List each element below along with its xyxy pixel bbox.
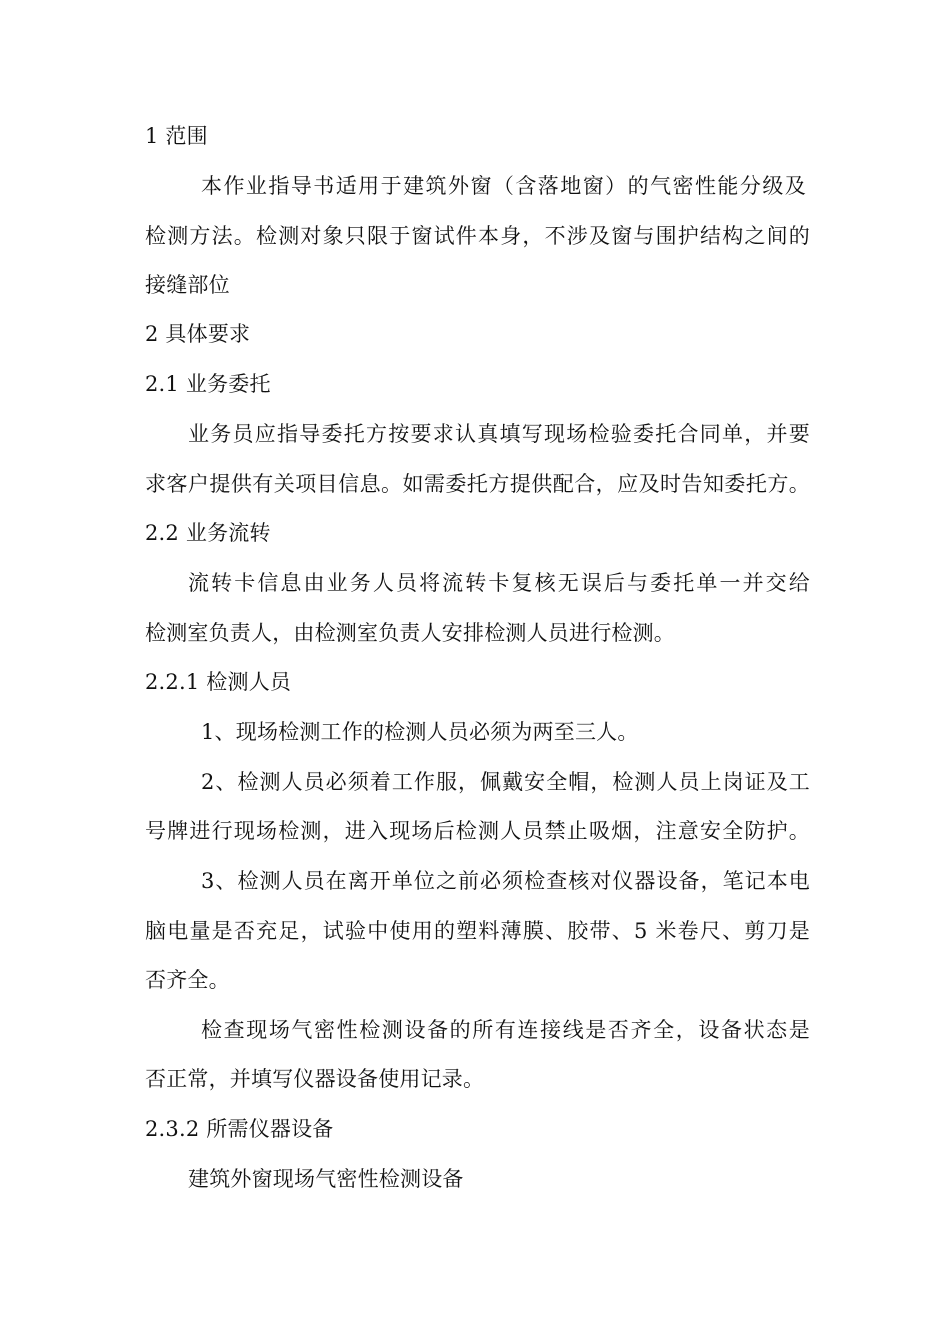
- paragraph-line: 号牌进行现场检测，进入现场后检测人员禁止吸烟，注意安全防护。: [145, 819, 810, 843]
- heading-scope: 1 范围: [145, 124, 208, 148]
- paragraph-line: 接缝部位: [145, 273, 230, 297]
- list-item: 1、现场检测工作的检测人员必须为两至三人。: [201, 720, 639, 744]
- paragraph-line: 建筑外窗现场气密性检测设备: [188, 1167, 464, 1191]
- paragraph-line: 求客户提供有关项目信息。如需委托方提供配合，应及时告知委托方。: [145, 472, 810, 496]
- heading-business-flow: 2.2 业务流转: [145, 521, 271, 545]
- heading-requirements: 2 具体要求: [145, 322, 251, 346]
- paragraph-line: 检查现场气密性检测设备的所有连接线是否齐全，设备状态是: [201, 1018, 810, 1042]
- heading-business-entrust: 2.1 业务委托: [145, 372, 271, 396]
- paragraph-line: 否齐全。: [145, 968, 230, 992]
- heading-equipment: 2.3.2 所需仪器设备: [145, 1117, 334, 1141]
- paragraph-line: 本作业指导书适用于建筑外窗（含落地窗）的气密性能分级及: [201, 174, 806, 198]
- paragraph-line: 检测方法。检测对象只限于窗试件本身，不涉及窗与围护结构之间的: [145, 224, 810, 248]
- list-item: 2、检测人员必须着工作服，佩戴安全帽，检测人员上岗证及工: [201, 770, 810, 794]
- paragraph-line: 否正常，并填写仪器设备使用记录。: [145, 1067, 485, 1091]
- heading-inspectors: 2.2.1 检测人员: [145, 670, 292, 694]
- list-item: 3、检测人员在离开单位之前必须检查核对仪器设备，笔记本电: [201, 869, 810, 893]
- paragraph-line: 脑电量是否充足，试验中使用的塑料薄膜、胶带、5 米卷尺、剪刀是: [145, 919, 810, 943]
- paragraph-line: 流转卡信息由业务人员将流转卡复核无误后与委托单一并交给: [188, 571, 810, 595]
- paragraph-line: 业务员应指导委托方按要求认真填写现场检验委托合同单，并要: [188, 422, 810, 446]
- paragraph-line: 检测室负责人，由检测室负责人安排检测人员进行检测。: [145, 621, 675, 645]
